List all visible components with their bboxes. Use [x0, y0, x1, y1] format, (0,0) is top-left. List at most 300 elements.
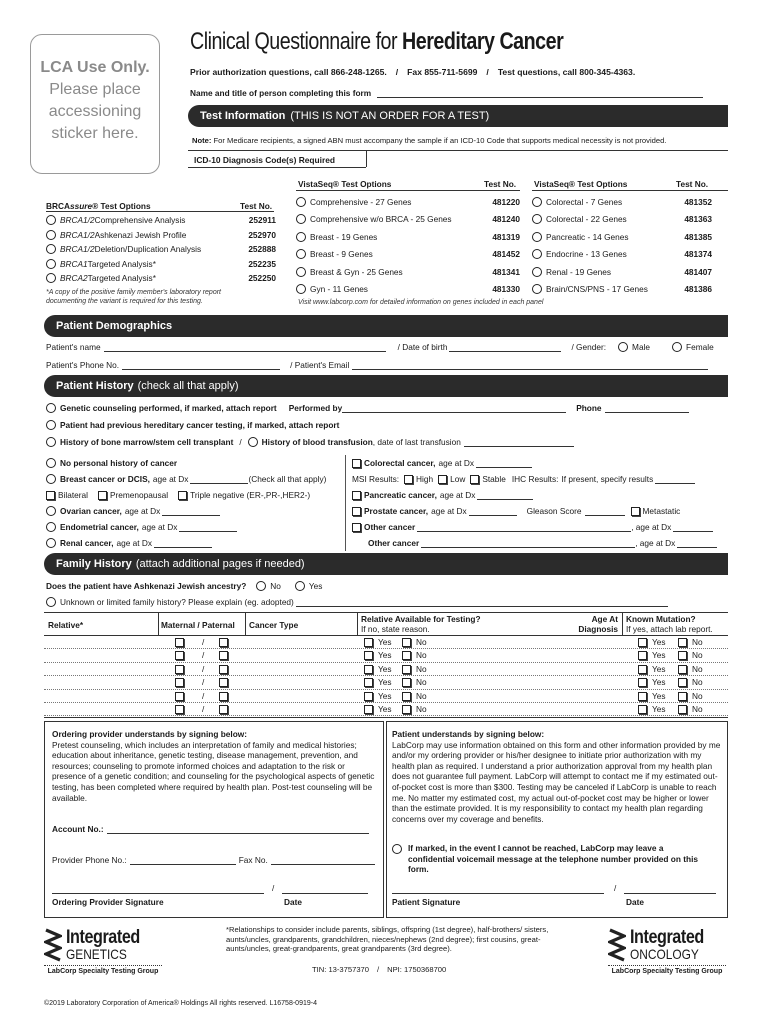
gleason-field[interactable]: [585, 507, 625, 516]
vistaseq-rule-2: [532, 190, 728, 191]
cancer-type-field[interactable]: [246, 649, 356, 662]
provider-text: Pretest counseling, which includes an interpretation of family and medical histories; education about inheritance, genetic testing, disease management, prevention, and resources; counseling to promote informed choices and adaptation to the risk or presence of a genetic condition; and counseling for the psychological aspects of genetic testing, has been completed where required by health plan. Post-test counseling will be available.: [52, 739, 375, 803]
breast-check-note: (Check all that apply): [248, 474, 327, 484]
family-history-title: Family History: [56, 558, 132, 570]
radio-icon[interactable]: [296, 232, 306, 242]
gender-male-radio[interactable]: [618, 342, 628, 352]
brca-option[interactable]: BRCA1/2 Deletion/Duplication Analysis 252888: [46, 242, 276, 257]
mutation-yes-checkbox[interactable]: [638, 651, 647, 660]
premenopausal-checkbox[interactable]: [98, 491, 107, 500]
sticker-line-3: accessioning: [48, 103, 142, 120]
other-cancer-field[interactable]: [417, 523, 631, 532]
radio-icon[interactable]: [46, 273, 56, 283]
colorectal-cancer-row: [352, 458, 532, 468]
available-yes-label: Yes: [378, 690, 392, 701]
family-table-row: [44, 690, 728, 703]
family-table-row: [44, 649, 728, 662]
voicemail-label: If marked, in the event I cannot be reached, LabCorp may leave a confidential voicemail message at the telephone number provided on this form.: [408, 843, 698, 875]
radio-icon[interactable]: [532, 284, 542, 294]
msi-low-label: Low: [450, 474, 466, 484]
available-yes-checkbox[interactable]: [364, 665, 373, 674]
available-yes-label: Yes: [378, 637, 392, 647]
mutation-no-label: No: [692, 703, 703, 714]
provider-phone-field[interactable]: [130, 856, 236, 865]
family-col-divider: [622, 612, 623, 635]
maternal-paternal-slash: /: [202, 650, 205, 661]
voicemail-radio[interactable]: [392, 844, 402, 854]
bilateral-checkbox[interactable]: [46, 491, 55, 500]
ashkenazi-row: [46, 581, 322, 591]
available-yes-checkbox[interactable]: [364, 651, 373, 660]
age-at-diagnosis-field[interactable]: [572, 703, 618, 716]
account-label: Account No.:: [52, 824, 104, 834]
radio-icon[interactable]: [296, 249, 306, 259]
mutation-yes-checkbox[interactable]: [638, 665, 647, 674]
completer-row: [190, 88, 703, 98]
radio-icon[interactable]: [296, 284, 306, 294]
patient-phone-label: Patient's Phone No.: [46, 360, 120, 370]
vistaseq-option[interactable]: Pancreatic - 14 Genes 481385: [532, 228, 712, 246]
ovarian-cancer-radio[interactable]: [46, 506, 56, 516]
counselor-phone-label: Phone: [576, 403, 602, 413]
performed-by-field[interactable]: [342, 404, 566, 413]
patient-name-field[interactable]: [104, 343, 386, 352]
account-field[interactable]: [107, 825, 369, 834]
triple-negative-label: Triple negative (ER-,PR-,HER2-): [190, 490, 311, 500]
maternal-checkbox[interactable]: [175, 705, 184, 714]
breast-cancer-row: [46, 474, 326, 484]
paternal-checkbox[interactable]: [219, 638, 228, 647]
gender-female-label: Female: [686, 342, 714, 352]
cancer-type-field[interactable]: [246, 690, 356, 703]
logo-oncology: ONCOLOGY: [630, 946, 699, 962]
endometrial-cancer-label: Endometrial cancer,: [60, 522, 139, 532]
radio-icon[interactable]: [46, 259, 56, 269]
age-at-diagnosis-field[interactable]: [572, 636, 618, 649]
mutation-no-checkbox[interactable]: [678, 692, 687, 701]
title-bold: Hereditary Cancer: [402, 28, 564, 55]
account-row: [52, 824, 369, 834]
copyright: ©2019 Laboratory Corporation of America® Holdings All rights reserved. L16758-0919-4: [44, 1000, 317, 1007]
vistaseq-option[interactable]: Colorectal - 7 Genes 481352: [532, 193, 712, 211]
relative-field[interactable]: [44, 636, 156, 649]
colorectal-label: Colorectal cancer,: [364, 458, 436, 468]
test-info-title: Test Information: [200, 110, 286, 122]
cancer-type-field[interactable]: [246, 703, 356, 716]
family-history-note: (attach additional pages if needed): [135, 558, 305, 570]
renal-cancer-radio[interactable]: [46, 538, 56, 548]
history-title: Patient History: [56, 380, 134, 392]
brca-header: BRCAssure® Test Options: [46, 201, 151, 211]
col-age: Age At Diagnosis: [578, 614, 618, 634]
other-cancer-age-field[interactable]: [673, 523, 713, 532]
available-yes-label: Yes: [378, 663, 392, 674]
provider-sig-slash: /: [272, 883, 275, 893]
dob-label: / Date of birth: [397, 342, 448, 352]
available-no-checkbox[interactable]: [402, 705, 411, 714]
unknown-history-row: [46, 597, 668, 607]
mutation-yes-checkbox[interactable]: [638, 692, 647, 701]
blood-transfusion-radio[interactable]: [248, 437, 258, 447]
brca-option[interactable]: BRCA2 Targeted Analysis* 252250: [46, 271, 276, 286]
col-relative: Relative*: [48, 620, 84, 630]
available-yes-checkbox[interactable]: [364, 705, 373, 714]
pancreatic-age-field[interactable]: [477, 491, 533, 500]
age-at-diagnosis-field[interactable]: [572, 663, 618, 676]
mutation-yes-label: Yes: [652, 663, 666, 674]
brca-option[interactable]: BRCA1/2 Ashkenazi Jewish Profile 252970: [46, 228, 276, 243]
completer-label: Name and title of person completing this form: [190, 88, 372, 98]
maternal-checkbox[interactable]: [175, 638, 184, 647]
ashkenazi-no-label: No: [270, 581, 281, 591]
gleason-label: Gleason Score: [526, 506, 582, 516]
relative-field[interactable]: [44, 703, 156, 716]
family-col-divider: [245, 612, 246, 635]
family-col-divider: [158, 612, 159, 635]
no-history-radio[interactable]: [46, 458, 56, 468]
family-table-row: [44, 703, 728, 716]
completer-field[interactable]: [377, 89, 703, 98]
radio-icon[interactable]: [532, 267, 542, 277]
vistaseq-testno-1: Test No.: [484, 179, 517, 189]
patient-phone-row: [46, 360, 708, 370]
patient-sig-line[interactable]: [392, 893, 604, 894]
patient-email-label: / Patient's Email: [290, 360, 350, 370]
paternal-checkbox[interactable]: [219, 665, 228, 674]
renal-age-field[interactable]: [154, 539, 212, 548]
icd10-field[interactable]: [188, 167, 366, 168]
ihc-text: If present, specify results: [561, 474, 654, 484]
last-transfusion-field[interactable]: [464, 438, 574, 447]
vistaseq-option[interactable]: Breast - 19 Genes 481319: [296, 228, 520, 246]
pancreatic-label: Pancreatic cancer,: [364, 490, 437, 500]
test-number: 252970: [248, 229, 276, 240]
integrated-genetics-logo: [44, 928, 168, 975]
previous-testing-row: [46, 420, 339, 430]
provider-fax-field[interactable]: [271, 856, 375, 865]
unknown-history-field[interactable]: [296, 598, 668, 607]
other-cancer-age-field-2[interactable]: [677, 539, 717, 548]
prostate-checkbox[interactable]: [352, 507, 361, 516]
mutation-yes-label: Yes: [652, 677, 666, 688]
helix-icon: [44, 928, 62, 962]
relative-field[interactable]: [44, 676, 156, 689]
tin-npi-row: [312, 965, 446, 974]
pancreatic-age-label: age at Dx: [439, 490, 476, 500]
available-no-checkbox[interactable]: [402, 651, 411, 660]
metastatic-checkbox[interactable]: [631, 507, 640, 516]
col-cancer-type: Cancer Type: [249, 620, 299, 630]
history-column-divider: [345, 455, 346, 551]
other-cancer-row-2: [368, 538, 717, 548]
brca-option[interactable]: BRCA1 Targeted Analysis* 252235: [46, 257, 276, 272]
ovarian-cancer-row: [46, 506, 220, 516]
colorectal-age-field[interactable]: [476, 459, 532, 468]
patient-email-field[interactable]: [352, 361, 708, 370]
mutation-yes-checkbox[interactable]: [638, 638, 647, 647]
npi-number: NPI: 1750368700: [387, 965, 447, 974]
provider-phone-label: Provider Phone No.:: [52, 855, 127, 865]
maternal-checkbox[interactable]: [175, 692, 184, 701]
provider-title: Ordering provider understands by signing below:: [52, 729, 247, 739]
ovarian-age-field[interactable]: [162, 507, 220, 516]
available-no-label: No: [416, 703, 427, 714]
test-questions-phone: Test questions, call 800-345-4363.: [497, 67, 636, 77]
family-col-divider: [357, 612, 358, 635]
cancer-type-field[interactable]: [246, 663, 356, 676]
col-mutation: Known Mutation? If yes, attach lab report.: [626, 614, 713, 634]
no-history-row: [46, 458, 177, 468]
other-cancer-row-1: [352, 522, 713, 532]
vistaseq-header-1: VistaSeq® Test Options: [298, 179, 392, 189]
available-no-checkbox[interactable]: [402, 692, 411, 701]
patient-text: LabCorp may use information obtained on this form and other information provided by me and/or my ordering provider or his/her designee to initiate prior authorization with my health plan as required. I understand a prior authorization approval from my health plan does not guarantee full payment. LabCorp will attempt to contact me if my estimated out-of-pocket cost is more than $300. Testing may be canceled if LabCorp is unable to reach me. No matter my estimated cost, my actual out-of-pocket cost may be higher or lower than the estimate provided. It is my responsibility to contact my health plan regarding concerns over my coverage and benefits.: [392, 739, 721, 824]
msi-low-checkbox[interactable]: [438, 475, 447, 484]
vistaseq-option[interactable]: Gyn - 11 Genes 481330: [296, 281, 520, 299]
brca-list: [46, 213, 276, 306]
available-no-label: No: [416, 650, 427, 661]
other-cancer-checkbox[interactable]: [352, 523, 361, 532]
vistaseq-option[interactable]: Colorectal - 22 Genes 481363: [532, 211, 712, 229]
ihc-field[interactable]: [655, 475, 695, 484]
previous-testing-label: Patient had previous hereditary cancer testing, if marked, attach report: [60, 420, 340, 430]
ashkenazi-yes-radio[interactable]: [295, 581, 305, 591]
note-divider: [188, 150, 728, 151]
mutation-no-label: No: [692, 677, 703, 688]
patient-date-line[interactable]: [624, 893, 716, 894]
maternal-checkbox[interactable]: [175, 678, 184, 687]
ashkenazi-yes-label: Yes: [308, 581, 323, 591]
pancreatic-cancer-row: [352, 490, 533, 500]
patient-statement: [392, 729, 722, 824]
blood-transfusion-label: History of blood transfusion: [261, 437, 373, 447]
dob-field[interactable]: [449, 343, 561, 352]
renal-age-label: age at Dx: [116, 538, 153, 548]
provider-statement: [52, 729, 376, 803]
other-cancer-label: Other cancer: [364, 522, 416, 532]
genetic-counseling-row: [46, 403, 689, 413]
radio-icon[interactable]: [296, 197, 306, 207]
cancer-type-field[interactable]: [246, 676, 356, 689]
mutation-no-checkbox[interactable]: [678, 651, 687, 660]
ovarian-cancer-label: Ovarian cancer,: [60, 506, 122, 516]
logo-integrated: Integrated: [66, 927, 140, 948]
family-rows: [44, 636, 728, 716]
vistaseq-option[interactable]: Comprehensive - 27 Genes 481220: [296, 193, 520, 211]
gender-female-radio[interactable]: [672, 342, 682, 352]
integrated-oncology-logo: [608, 928, 732, 975]
bone-marrow-label: History of bone marrow/stem cell transplant: [60, 437, 234, 447]
available-yes-checkbox[interactable]: [364, 638, 373, 647]
msi-label: MSI Results:: [352, 474, 400, 484]
gender-male-label: Male: [632, 342, 651, 352]
counselor-phone-field[interactable]: [605, 404, 689, 413]
mutation-yes-label: Yes: [652, 703, 666, 714]
radio-icon[interactable]: [46, 230, 56, 240]
cancer-type-field[interactable]: [246, 636, 356, 649]
radio-icon[interactable]: [532, 249, 542, 259]
paternal-checkbox[interactable]: [219, 692, 228, 701]
other-cancer-age-label: , age at Dx: [631, 522, 672, 532]
prior-auth-phone: Prior authorization questions, call 866-248-1265.: [190, 67, 387, 77]
patient-name-row: [46, 342, 714, 352]
patient-sig-label: Patient Signature: [392, 897, 461, 907]
breast-age-label: age at Dx: [152, 474, 189, 484]
genetic-counseling-radio[interactable]: [46, 403, 56, 413]
paternal-checkbox[interactable]: [219, 651, 228, 660]
test-number: 252911: [248, 215, 276, 226]
maternal-checkbox[interactable]: [175, 651, 184, 660]
brca-option[interactable]: BRCA1/2 Comprehensive Analysis 252911: [46, 213, 276, 228]
maternal-paternal-slash: /: [202, 663, 205, 674]
patient-demographics-header: [44, 315, 728, 337]
sticker-line-4: sticker here.: [51, 125, 139, 142]
previous-testing-radio[interactable]: [46, 420, 56, 430]
available-no-checkbox[interactable]: [402, 678, 411, 687]
tin-number: TIN: 13-3757370: [312, 965, 369, 974]
mutation-no-checkbox[interactable]: [678, 705, 687, 714]
available-no-checkbox[interactable]: [402, 638, 411, 647]
vistaseq-option[interactable]: Endocrine - 13 Genes 481374: [532, 246, 712, 264]
provider-date-line[interactable]: [282, 893, 368, 894]
brca-test-no-header: Test No.: [240, 201, 273, 211]
logo-labcorp-tagline: LabCorp Specialty Testing Group: [611, 968, 723, 975]
triple-negative-checkbox[interactable]: [178, 491, 187, 500]
family-table-row: [44, 676, 728, 689]
bilateral-label: Bilateral: [58, 490, 88, 500]
relative-field[interactable]: [44, 663, 156, 676]
history-note: (check all that apply): [137, 380, 239, 392]
maternal-paternal-slash: /: [202, 637, 205, 647]
breast-cancer-label: Breast cancer or DCIS,: [60, 474, 150, 484]
maternal-paternal-slash: /: [202, 690, 205, 701]
prostate-age-field[interactable]: [469, 507, 517, 516]
patient-date-label: Date: [626, 897, 644, 907]
renal-cancer-row: [46, 538, 212, 548]
vistaseq-option[interactable]: Comprehensive w/o BRCA - 25 Genes 481240: [296, 211, 520, 229]
maternal-checkbox[interactable]: [175, 665, 184, 674]
msi-results-row: [352, 474, 695, 484]
radio-icon[interactable]: [532, 214, 542, 224]
ovarian-age-label: age at Dx: [124, 506, 161, 516]
mutation-no-checkbox[interactable]: [678, 638, 687, 647]
unknown-history-radio[interactable]: [46, 597, 56, 607]
msi-high-checkbox[interactable]: [404, 475, 413, 484]
vistaseq-option[interactable]: Brain/CNS/PNS - 17 Genes 481386: [532, 281, 712, 299]
breast-cancer-radio[interactable]: [46, 474, 56, 484]
radio-icon[interactable]: [296, 214, 306, 224]
vistaseq-col-1: [296, 193, 520, 298]
ihc-label: IHC Results:: [511, 474, 559, 484]
relative-field[interactable]: [44, 690, 156, 703]
vistaseq-testno-2: Test No.: [676, 179, 709, 189]
mutation-no-label: No: [692, 637, 703, 647]
msi-stable-checkbox[interactable]: [470, 475, 479, 484]
vistaseq-footnote: Visit www.labcorp.com for detailed information on genes included in each panel: [298, 299, 544, 306]
test-information-header: [188, 105, 728, 127]
relative-field[interactable]: [44, 649, 156, 662]
patient-phone-field[interactable]: [122, 361, 280, 370]
vistaseq-option[interactable]: Renal - 19 Genes 481407: [532, 263, 712, 281]
age-at-diagnosis-field[interactable]: [572, 690, 618, 703]
available-yes-checkbox[interactable]: [364, 692, 373, 701]
patient-history-header: [44, 375, 728, 397]
renal-cancer-label: Renal cancer,: [60, 538, 114, 548]
maternal-paternal-slash: /: [202, 703, 205, 714]
paternal-checkbox[interactable]: [219, 678, 228, 687]
transplant-row: [46, 437, 574, 447]
mutation-no-checkbox[interactable]: [678, 678, 687, 687]
mutation-yes-checkbox[interactable]: [638, 678, 647, 687]
provider-sig-line[interactable]: [52, 893, 264, 894]
icd10-field-end: [366, 150, 367, 167]
colorectal-checkbox[interactable]: [352, 459, 361, 468]
radio-icon[interactable]: [532, 232, 542, 242]
pancreatic-checkbox[interactable]: [352, 491, 361, 500]
performed-by-label: Performed by: [288, 403, 343, 413]
last-transfusion-label: , date of last transfusion: [372, 437, 461, 447]
available-no-label: No: [416, 637, 427, 647]
breast-subtype-row: [46, 490, 310, 500]
col-available: Relative Available for Testing? If no, state reason.: [361, 614, 481, 634]
age-at-diagnosis-field[interactable]: [572, 676, 618, 689]
paternal-checkbox[interactable]: [219, 705, 228, 714]
provider-phone-row: [52, 855, 375, 865]
mutation-yes-label: Yes: [652, 637, 666, 647]
radio-icon[interactable]: [296, 267, 306, 277]
sticker-line-1: LCA Use Only.: [40, 59, 150, 76]
demographics-title: Patient Demographics: [56, 320, 173, 332]
family-table-row: [44, 663, 728, 676]
msi-stable-label: Stable: [482, 474, 506, 484]
bone-marrow-radio[interactable]: [46, 437, 56, 447]
test-number: 252235: [248, 258, 276, 269]
vistaseq-rule-1: [296, 190, 520, 191]
ashkenazi-no-radio[interactable]: [256, 581, 266, 591]
medicare-note: [192, 136, 666, 145]
endometrial-cancer-radio[interactable]: [46, 522, 56, 532]
vistaseq-header-2: VistaSeq® Test Options: [534, 179, 628, 189]
endometrial-age-field[interactable]: [179, 523, 237, 532]
radio-icon[interactable]: [46, 215, 56, 225]
gender-label: / Gender:: [571, 342, 607, 352]
mutation-no-checkbox[interactable]: [678, 665, 687, 674]
available-yes-checkbox[interactable]: [364, 678, 373, 687]
ashkenazi-question: Does the patient have Ashkenazi Jewish ancestry?: [46, 581, 247, 591]
separator: /: [239, 437, 242, 447]
prostate-age-label: age at Dx: [431, 506, 467, 516]
family-table-row: [44, 636, 728, 649]
breast-age-field[interactable]: [190, 475, 248, 484]
title-light: Clinical Questionnaire for: [190, 28, 403, 55]
available-yes-label: Yes: [378, 703, 392, 714]
vistaseq-option[interactable]: Breast & Gyn - 25 Genes 481341: [296, 263, 520, 281]
other-cancer-field-2[interactable]: [421, 539, 635, 548]
unknown-history-label: Unknown or limited family history? Please explain (eg. adopted): [60, 597, 294, 607]
provider-fax-label: Fax No.: [238, 855, 268, 865]
icd10-label: ICD-10 Diagnosis Code(s) Required: [194, 155, 336, 165]
vistaseq-option[interactable]: Breast - 9 Genes 481452: [296, 246, 520, 264]
radio-icon[interactable]: [532, 197, 542, 207]
mutation-yes-checkbox[interactable]: [638, 705, 647, 714]
available-no-checkbox[interactable]: [402, 665, 411, 674]
age-at-diagnosis-field[interactable]: [572, 649, 618, 662]
note-label: Note:: [192, 136, 212, 145]
radio-icon[interactable]: [46, 244, 56, 254]
separator: /: [486, 67, 489, 77]
available-yes-label: Yes: [378, 650, 392, 661]
endometrial-cancer-row: [46, 522, 237, 532]
